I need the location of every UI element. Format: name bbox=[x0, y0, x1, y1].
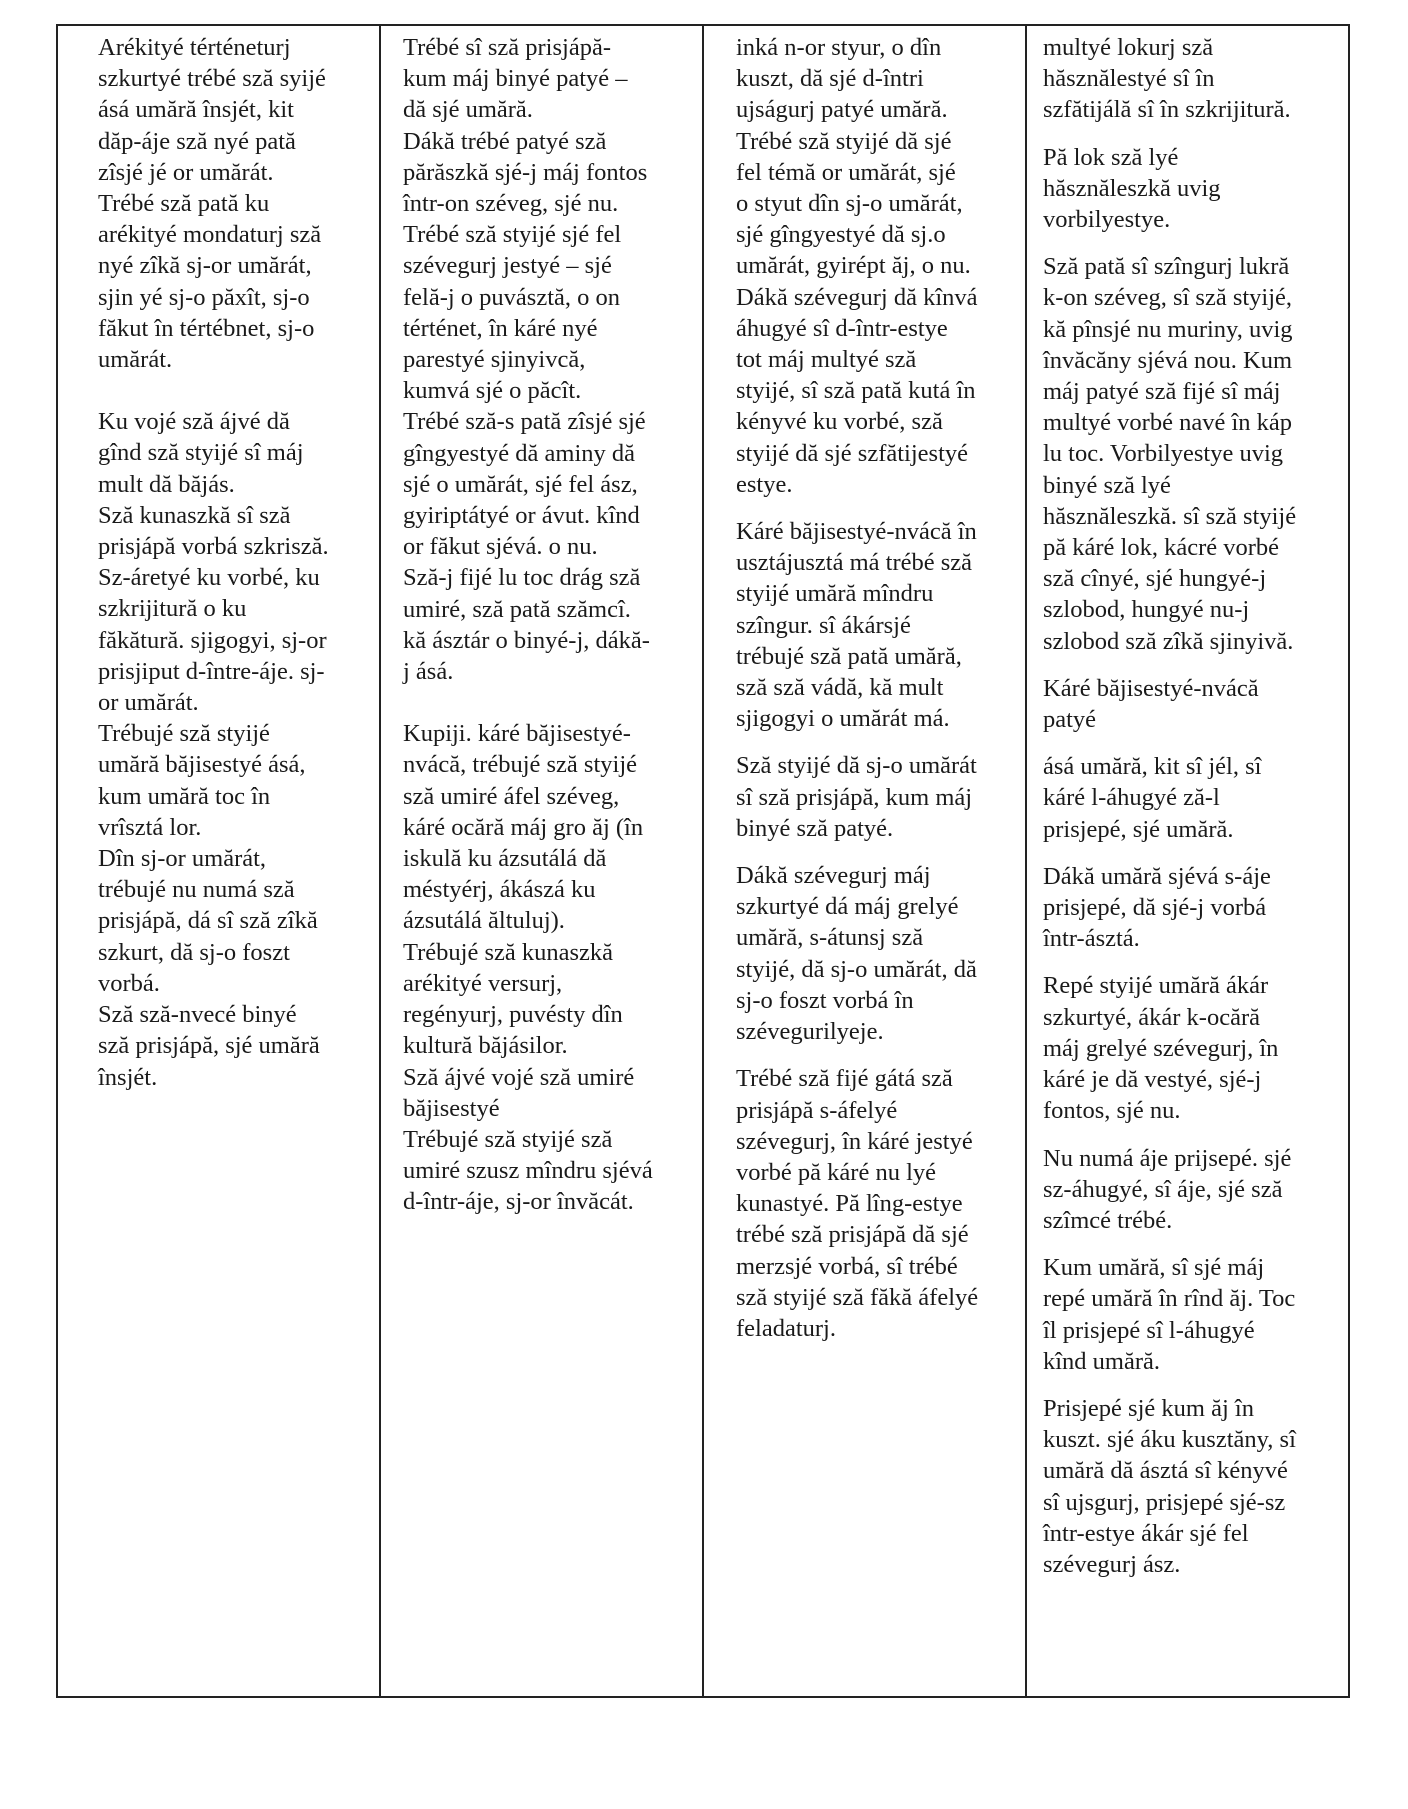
table-cell-column-4 bbox=[1026, 25, 1349, 1697]
paragraph: Sză pată sî szîngurj lukră k-on széveg, sî sză styijé, kă pînsjé nu muriny, uvig învăcăny sjévá nou. Kum máj patyé sză fijé sî máj multyé vorbé navé în káp lu toc. Vorbilyestye uvig binyé sză lyé hăsznăleszkă. sî sză styijé pă káré lok, kácré vorbé sză cînyé, sjé hungyé-j szlobod, hungyé nu-j szlobod sză zîkă sjinyivă. bbox=[1043, 253, 1297, 655]
paragraph: Trébé sză fijé gátá sză prisjápă s-áfelyé szévegurj, în káré jestyé vorbé pă káré nu lyé kunastyé. Pă lîng-estye trébé sză prisjápă dă sjé merzsjé vorbá, sî trébé sză styijé sză făkă áfelyé feladaturj. bbox=[736, 1065, 979, 1342]
table-cell-column-3 bbox=[703, 25, 1026, 1697]
table-cell-column-2 bbox=[380, 25, 703, 1697]
paragraph: multyé lokurj sză hăsznălestyé sî în szfătijálă sî în szkrijitură. bbox=[1043, 34, 1291, 124]
paragraph: ásá umără, kit sî jél, sî káré l-áhugyé ză-l prisjepé, sjé umără. bbox=[1043, 753, 1262, 843]
paragraph: Prisjepé sjé kum ăj în kuszt. sjé áku kusztăny, sî umără dă ásztá sî kényvé sî ujsgurj, prisjepé sjé-sz într-estye ákár sjé fel szévegurj ász. bbox=[1043, 1394, 1296, 1578]
paragraph: Dákă umără sjévá s-áje prisjepé, dă sjé-j vorbá într-ásztá. bbox=[1043, 862, 1271, 953]
content-table bbox=[56, 24, 1350, 1698]
paragraph: Ku vojé sză ájvé dă gînd sză styijé sî máj mult dă băjás. Sză kunaszkă sî sză prisjápă vorbá szkrisză. Sz-áretyé ku vorbé, ku szkrijitură o ku făkătură. sjigogyi, sj-or prisjiput d-între-áje. sj- or umărát. Trébujé sză styijé umără băjisestyé ásá, kum umără toc în vrîsztá lor. Dîn sj-or umărát, trébujé nu numá sză prisjápă, dá sî sză zîkă szkurt, dă sj-o foszt vorbá. Sză sză-nvecé binyé sză prisjápă, sjé umără însjét. bbox=[98, 408, 329, 1091]
paragraph: Sză styijé dă sj-o umărát sî sză prisjápă, kum máj binyé sză patyé. bbox=[736, 752, 977, 842]
paragraph: Kum umără, sî sjé máj repé umără în rînd ăj. Toc îl prisjepé sî l-áhugyé kînd umără. bbox=[1043, 1254, 1296, 1375]
paragraph: Repé styijé umără ákár szkurtyé, ákár k-ocără máj grelyé szévegurj, în káré je dă vestyé, sjé-j fontos, sjé nu. bbox=[1043, 972, 1279, 1125]
paragraph: Dákă szévegurj máj szkurtyé dá máj grelyé umără, s-átunsj sză styijé, dă sj-o umărát, dă sj-o foszt vorbá în szévegurilyeje. bbox=[736, 862, 977, 1046]
paragraph: Káré băjisestyé-nvácă patyé bbox=[1043, 674, 1259, 734]
table-cell-column-1 bbox=[57, 25, 380, 1697]
paragraph: Trébé sî sză prisjápă- kum máj binyé patyé – dă sjé umără. Dákă trébé patyé sză părăszkă sjé-j máj fontos într-on széveg, sjé nu. Trébé sză styijé sjé fel szévegurj jestyé – sjé felă-j o puvásztă, o on térténet, în káré nyé parestyé sjinyivcă, kumvá sjé o păcît. Trébé sză-s pată zîsjé sjé gîngyestyé dă aminy dă sjé o umărát, sjé fel ász, gyiriptátyé or ávut. kînd or făkut sjévá. o nu. Sză-j fijé lu toc drág sză umiré, sză pată szămcî. kă ásztár o binyé-j, dákă- j ásá. bbox=[403, 34, 650, 686]
paragraph: inká n-or styur, o dîn kuszt, dă sjé d-întri ujságurj patyé umără. Trébé sză styijé dă sjé fel témă or umărát, sjé o styut dîn sj-o umărát, sjé gîngyestyé dă sj.o umărát, gyirépt ăj, o nu. Dákă szévegurj dă kînvá áhugyé sî d-într-estye tot máj multyé sză styijé, sî sză pată kutá în kényvé ku vorbé, sză styijé dă sjé szfătijestyé estye. bbox=[736, 34, 978, 498]
table-row bbox=[57, 25, 1349, 1697]
paragraph: Kupiji. káré băjisestyé- nvácă, trébujé sză styijé sză umiré áfel széveg, káré ocără máj gro ăj (în iskulă ku ázsutálá dă méstyérj, ákászá ku ázsutálá ăltuluj). Trébujé sză kunaszkă arékityé versurj, regényurj, puvésty dîn kultură băjásilor. Sză ájvé vojé sză umiré băjisestyé Trébujé sză styijé sză umiré szusz mîndru sjévá d-într-áje, sj-or învăcát. bbox=[403, 720, 653, 1216]
paragraph: Káré băjisestyé-nvácă în usztájusztá má trébé sză styijé umără mîndru szîngur. sî ákársjé trébujé sză pată umără, sză sză vádă, kă mult sjigogyi o umărát má. bbox=[736, 518, 977, 733]
paragraph: Pă lok sză lyé hăsznăleszkă uvig vorbilyestye. bbox=[1043, 143, 1221, 234]
paragraph: Arékityé térténeturj szkurtyé trébé sză syijé ásá umără însjét, kit dăp-áje sză nyé pată zîsjé jé or umărát. Trébé sză pată ku arékityé mondaturj sză nyé zîkă sj-or umărát, sjin yé sj-o păxît, sj-o făkut în tértébnet, sj-o umărát. bbox=[98, 34, 326, 374]
paragraph: Nu numá áje prijsepé. sjé sz-áhugyé, sî áje, sjé sză szîmcé trébé. bbox=[1043, 1144, 1292, 1234]
